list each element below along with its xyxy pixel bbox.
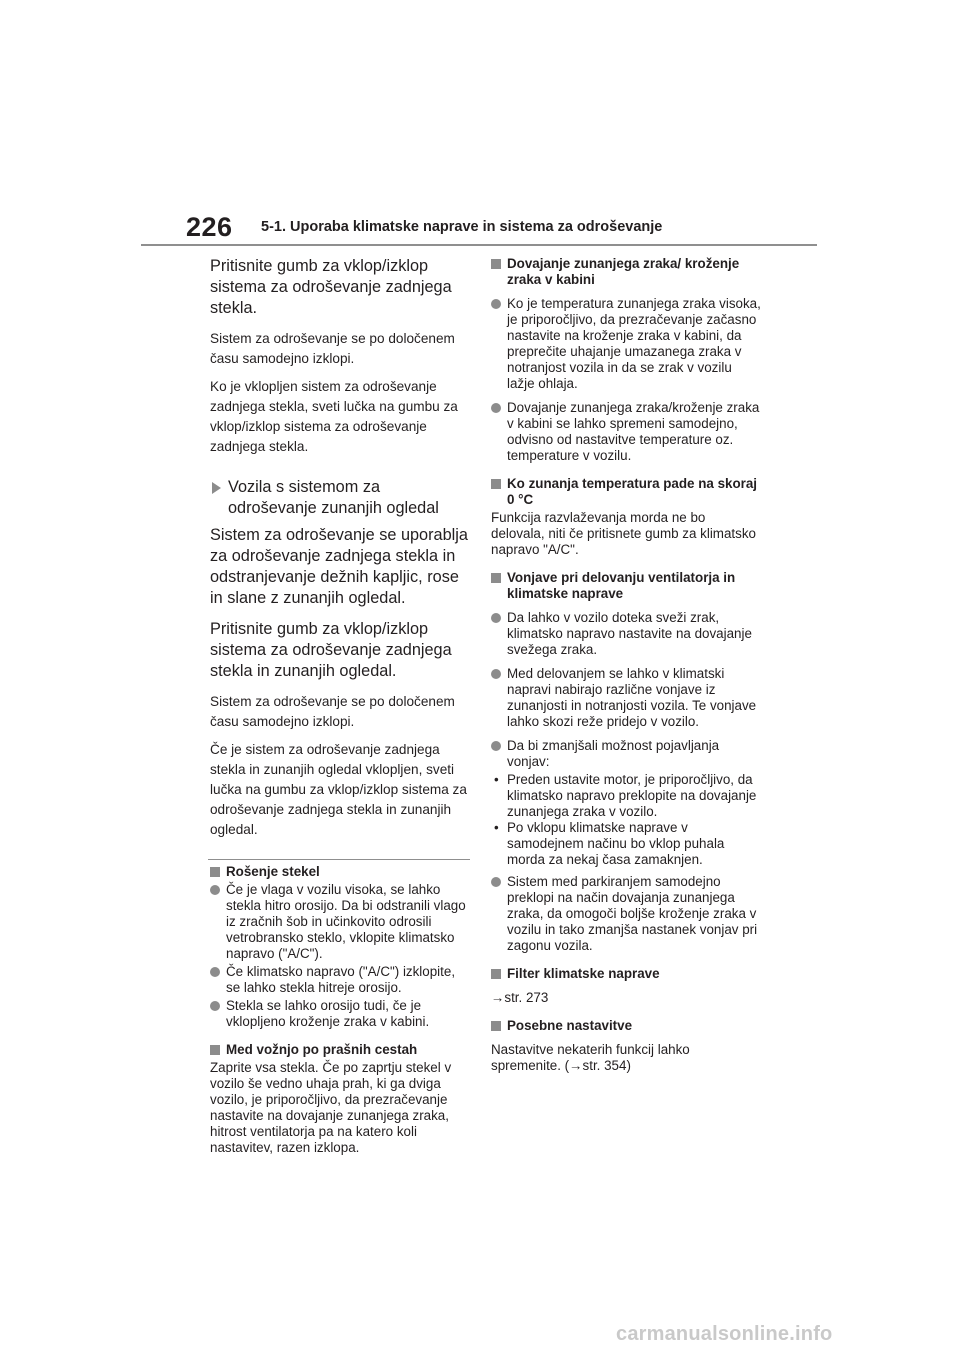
list-item: Sistem med parkiranjem samodejno preklopi na način dovajanja zunanjega zraka, da omogoči boljše kroženje zraka v vozilu in tako zmanjša nastanek vonjav pri zagonu vozila.: [491, 874, 761, 954]
watermark: carmanualsonline.info: [616, 1323, 833, 1345]
square-bullet-icon: [491, 1021, 501, 1031]
indicator-note-2: Če je sistem za odroševanje zadnjega stekla in zunanjih ogledal vklopljen, sveti lučka na gumbu za vklop/izklop sistema za odroševanje zadnjega stekla in zunanjih ogledal.: [210, 742, 467, 837]
auto-off-note: Sistem za odroševanje se po določenem času samodejno izklopi.: [210, 331, 455, 366]
square-bullet-icon: [491, 969, 501, 979]
auto-off-note-2: Sistem za odroševanje se po določenem času samodejno izklopi.: [210, 694, 455, 729]
note-text: Funkcija razvlaževanja morda ne bo delovala, niti če pritisnete gumb za klimatsko napravo "A/C".: [491, 510, 756, 557]
instruction-mirror-defogger: Pritisnite gumb za vklop/izklop sistema za odroševanje zadnjega stekla in zunanjih ogledal.: [210, 620, 452, 680]
circle-bullet-icon: [210, 967, 220, 977]
sub-heading-text: Vozila s sistemom za odroševanje zunanjih ogledal: [228, 478, 439, 517]
page-header: [0, 0, 960, 250]
list-item: Da bi zmanjšali možnost pojavljanja vonjav:: [491, 738, 761, 770]
dot-marker: •: [494, 820, 499, 835]
list-item: Če je vlaga v vozilu visoka, se lahko stekla hitro orosijo. Da bi odstranili vlago iz zračnih šob in učinkovito odrosili vetrobransko steklo, vklopite klimatsko napravo ("A/C").: [210, 882, 470, 962]
note-heading: Filter klimatske naprave: [491, 966, 761, 982]
header-divider: [141, 244, 817, 246]
note-heading: Rošenje stekel: [210, 864, 470, 880]
circle-bullet-icon: [491, 741, 501, 751]
list-item: Če klimatsko napravo ("A/C") izklopite, se lahko stekla hitreje orosijo.: [210, 964, 470, 996]
triangle-bullet-icon: [212, 482, 221, 494]
sub-list-item: • Preden ustavite motor, je priporočljivo, da klimatsko napravo preklopite na dovajanje zunanjega zraka v vozilo.: [494, 772, 757, 819]
square-bullet-icon: [210, 1045, 220, 1055]
circle-bullet-icon: [491, 299, 501, 309]
square-bullet-icon: [491, 479, 501, 489]
indicator-note: Ko je vklopljen sistem za odroševanje zadnjega stekla, sveti lučka na gumbu za vklop/izklop sistema za odroševanje zadnjega stekla.: [210, 379, 458, 454]
list-item: Ko je temperatura zunanjega zraka visoka, je priporočljivo, da prezračevanje začasno nastavite na kroženje zraka v kabini, da preprečite uhajanje umazanega zraka v notranjost vozila in da se zrak v vozilu lažje ohlaja.: [491, 296, 761, 392]
cross-reference: →str. 273: [491, 990, 549, 1005]
note-heading: Vonjave pri delovanju ventilatorja in klimatske naprave: [491, 570, 761, 602]
sub-list-item: • Po vklopu klimatske naprave v samodejnem načinu bo vklop puhala morda za nekaj časa zamaknjen.: [494, 820, 725, 867]
left-column: [210, 256, 470, 1158]
dot-marker: •: [494, 772, 499, 787]
list-item: Dovajanje zunanjega zraka/kroženje zraka v kabini se lahko spremeni samodejno, odvisno od nastavitve temperature oz. temperature v vozilu.: [491, 400, 761, 464]
list-item: Da lahko v vozilo doteka sveži zrak, klimatsko napravo nastavite na dovajanje svežega zraka.: [491, 610, 761, 658]
section-title: 5-1. Uporaba klimatske naprave in sistema za odroševanje: [261, 219, 663, 235]
instruction-rear-defogger: Pritisnite gumb za vklop/izklop sistema za odroševanje zadnjega stekla.: [210, 257, 452, 317]
square-bullet-icon: [491, 259, 501, 269]
page-number: 226: [186, 212, 233, 242]
circle-bullet-icon: [210, 1001, 220, 1011]
note-heading: Dovajanje zunanjega zraka/ kroženje zraka v kabini: [491, 256, 761, 288]
square-bullet-icon: [491, 573, 501, 583]
note-heading: Posebne nastavitve: [491, 1018, 761, 1034]
sub-heading-mirror-defoggers: [210, 477, 470, 519]
note-heading: Med vožnjo po prašnih cestah: [210, 1042, 470, 1058]
circle-bullet-icon: [491, 669, 501, 679]
note-text: Nastavitve nekaterih funkcij lahko spremenite. (→str. 354): [491, 1042, 690, 1073]
list-item: Stekla se lahko orosijo tudi, če je vklopljeno kroženje zraka v kabini.: [210, 998, 470, 1030]
list-item: Med delovanjem se lahko v klimatski napravi nabirajo različne vonjave iz zunanjosti in notranjosti vozila. Te vonjave lahko skozi reže pridejo v vozilo.: [491, 666, 761, 730]
circle-bullet-icon: [491, 403, 501, 413]
right-column: [491, 256, 761, 1076]
mirror-defogger-description: Sistem za odroševanje se uporablja za odroševanje zadnjega stekla in odstranjevanje dežnih kapljic, rose in slane z zunanjih ogledal.: [210, 526, 468, 607]
circle-bullet-icon: [491, 613, 501, 623]
square-bullet-icon: [210, 867, 220, 877]
circle-bullet-icon: [491, 877, 501, 887]
note-text: Zaprite vsa stekla. Če po zaprtju stekel v vozilo še vedno uhaja prah, ki ga dviga vozilo, je priporočljivo, da prezračevanje nastavite na dovajanje zunanjega zraka, hitrost ventilatorja pa na katero koli nastavitev, razen izklopa.: [210, 1060, 452, 1155]
circle-bullet-icon: [210, 885, 220, 895]
note-heading: Ko zunanja temperatura pade na skoraj 0 °C: [491, 476, 761, 508]
notes-divider: [208, 859, 470, 860]
